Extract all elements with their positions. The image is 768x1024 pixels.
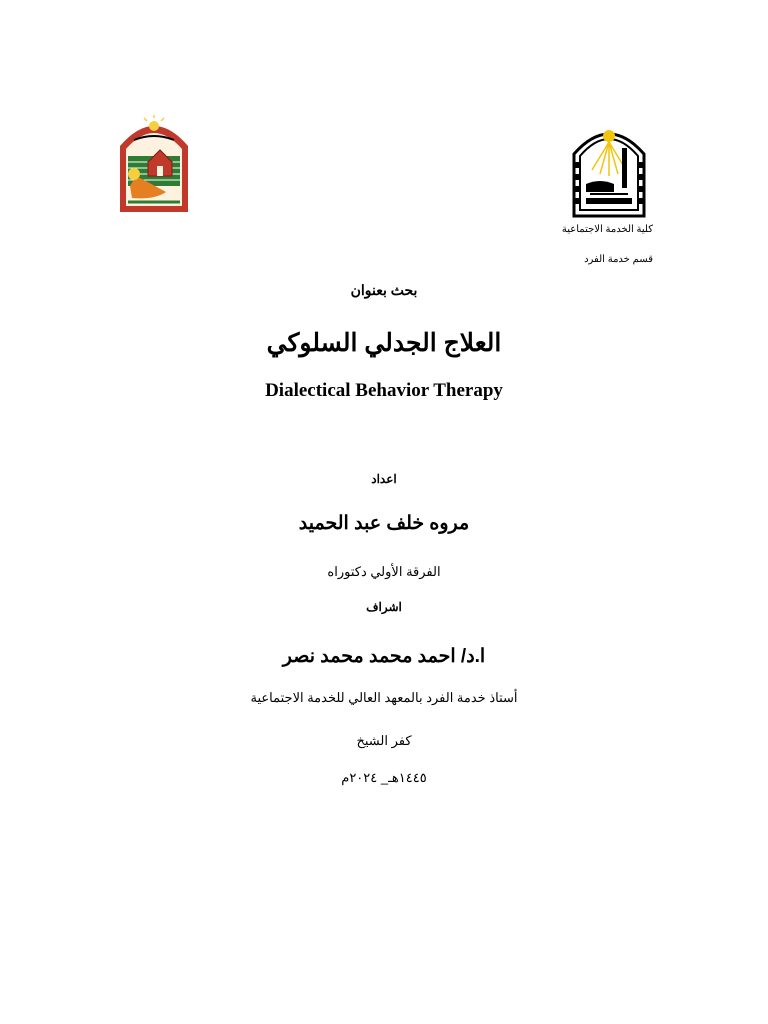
supervisor-name: ا.د/ احمد محمد محمد نصر: [282, 646, 486, 667]
prepared-by-label: اعداد: [371, 472, 397, 486]
author-level: الفرقة الأولي دكتوراه: [327, 564, 441, 579]
document-date: ١٤٤٥هـ_ ٢٠٢٤م: [341, 770, 427, 785]
research-title-arabic: العلاج الجدلي السلوكي: [266, 329, 502, 357]
faculty-name: كلية الخدمة الاجتماعية: [561, 224, 653, 235]
social-service-logo: [114, 112, 194, 216]
social-service-logo-icon: [114, 112, 194, 216]
research-heading: بحث بعنوان: [350, 282, 418, 298]
author-name: مروه خلف عبد الحميد: [298, 513, 470, 534]
department-name: قسم خدمة الفرد: [584, 254, 653, 265]
supervisor-city: كفر الشيخ: [356, 733, 412, 748]
assiut-university-logo: [570, 118, 648, 218]
supervisor-position: أستاذ خدمة الفرد بالمعهد العالي للخدمة الاجتماعية: [250, 690, 518, 705]
supervision-label: اشراف: [366, 600, 402, 614]
research-title-english: Dialectical Behavior Therapy: [265, 380, 503, 401]
assiut-university-logo-icon: [570, 118, 648, 218]
